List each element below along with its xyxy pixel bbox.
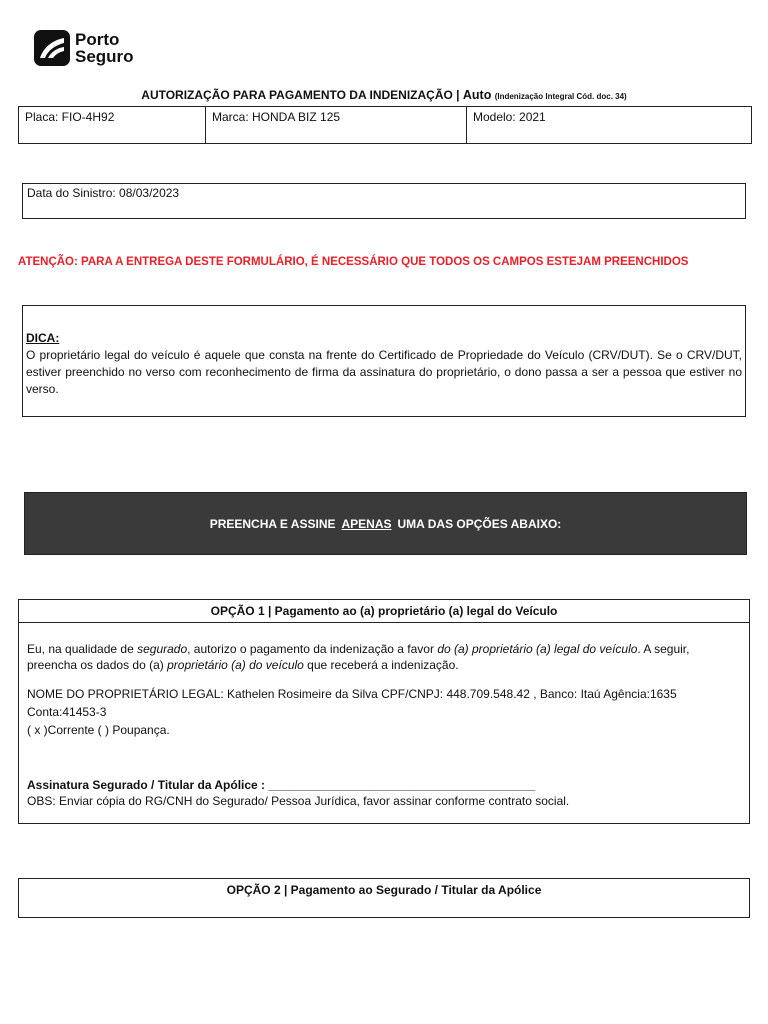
porto-seguro-logo xyxy=(34,28,154,68)
auth-text-segurado: segurado xyxy=(137,642,188,656)
auth-text-part: , autorizo o pagamento da indenização a favor xyxy=(187,642,438,656)
vehicle-modelo: Modelo: 2021 xyxy=(473,110,546,124)
option-2-header: OPÇÃO 2 | Pagamento ao Segurado / Titular da Apólice xyxy=(226,883,542,897)
owner-details: NOME DO PROPRIETÁRIO LEGAL: Kathelen Rosimeire da Silva CPF/CNPJ: 448.709.548.42 , Banco: Itaú Agência:1635 xyxy=(27,687,677,701)
instruction-banner xyxy=(24,492,747,555)
vehicle-placa: Placa: FIO-4H92 xyxy=(19,107,206,143)
tip-text: O proprietário legal do veículo é aquele que consta na frente do Certificado de Propriedade do Veículo (CRV/DUT). Se o CRV/DUT, estiver preenchido no verso com reconhecimento de firma da assinatura do proprietário, o dono passa a ser a pessoa que estiver no verso. xyxy=(26,348,742,396)
auth-text-owner-2: proprietário (a) do veículo xyxy=(167,658,304,672)
option-1-section xyxy=(18,599,750,824)
option-1-header: OPÇÃO 1 | Pagamento ao (a) proprietário (a) legal do Veículo xyxy=(19,600,749,623)
option-2-section xyxy=(18,878,750,918)
account-type: ( x )Corrente ( ) Poupança. xyxy=(27,723,170,737)
auth-text-part: Eu, na qualidade de xyxy=(27,642,138,656)
tip-box xyxy=(22,305,746,417)
title-note: (Indenização Integral Cód. doc. 34) xyxy=(494,92,627,101)
title-main: AUTORIZAÇÃO PARA PAGAMENTO DA INDENIZAÇÃO | xyxy=(141,88,463,102)
attention-notice: ATENÇÃO: PARA A ENTREGA DESTE FORMULÁRIO, É NECESSÁRIO QUE TODOS OS CAMPOS ESTEJAM PREENCHIDOS xyxy=(18,256,689,268)
auth-text-part: . A seguir, preencha os dados do (a) xyxy=(27,642,690,672)
banner-text-before: PREENCHA E ASSINE xyxy=(209,516,336,531)
option-1-authorization-text xyxy=(27,641,741,673)
auth-text-owner: do (a) proprietário (a) legal do veículo xyxy=(437,642,638,656)
auth-text-part: que receberá a indenização. xyxy=(303,658,459,672)
brand-line-1: Porto xyxy=(75,30,120,49)
vehicle-info-table xyxy=(18,106,752,144)
title-auto: Auto xyxy=(462,88,492,102)
banner-text-after: UMA DAS OPÇÕES ABAIXO: xyxy=(397,516,562,531)
document-title xyxy=(0,88,768,102)
obs-note: OBS: Enviar cópia do RG/CNH do Segurado/ Pessoa Jurídica, favor assinar conforme contrato social. xyxy=(27,794,570,808)
tip-label: DICA: xyxy=(26,331,60,345)
owner-account: Conta:41453-3 xyxy=(27,705,107,719)
porto-seguro-logo-icon xyxy=(34,30,70,66)
vehicle-marca: Marca: HONDA BIZ 125 xyxy=(206,107,467,143)
brand-line-2: Seguro xyxy=(75,47,134,66)
banner-text-underlined: APENAS xyxy=(341,516,392,531)
sinistro-date-field: Data do Sinistro: 08/03/2023 xyxy=(22,183,746,219)
signature-line: Assinatura Segurado / Titular da Apólice : ________________________________________ xyxy=(27,778,536,792)
